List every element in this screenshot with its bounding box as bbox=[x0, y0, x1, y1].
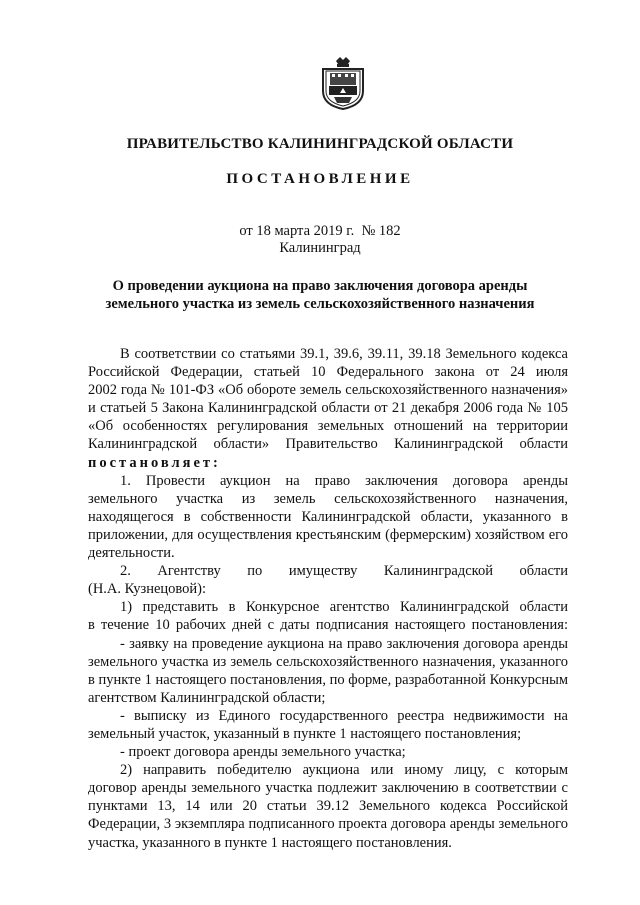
document-date: 18 марта 2019 г. bbox=[256, 223, 355, 239]
body-line: 1. Провести аукцион на право заключения договора аренды bbox=[120, 472, 568, 489]
document-type: ПОСТАНОВЛЕНИЕ bbox=[226, 171, 414, 187]
body-line: земельного участка из земель сельскохозяйственного назначения, указанного bbox=[88, 653, 568, 670]
body-line-operative: постановляет: bbox=[88, 454, 221, 471]
title-line: О проведении аукциона на право заключения договора аренды bbox=[112, 278, 528, 294]
city: Калининград bbox=[279, 240, 361, 256]
body-line: Калининградской области» Правительство Калининградской области bbox=[88, 436, 568, 453]
body-line: земельного участка из земель сельскохозяйственного назначения, bbox=[88, 490, 568, 507]
body-line: - выписку из Единого государственного реестра недвижимости на bbox=[120, 707, 568, 724]
body-line: Российской Федерации, статьей 10 Федерального закона от 24 июля bbox=[88, 364, 568, 381]
body-line: в пункте 1 настоящего постановления, по форме, разработанной Конкурсным bbox=[88, 671, 568, 688]
body-line: пунктами 13, 14 или 20 статьи 39.12 Земельного кодекса Российской bbox=[88, 798, 568, 815]
date-line bbox=[0, 223, 640, 240]
body-line: в течение 10 рабочих дней с даты подписания настоящего постановления: bbox=[88, 617, 568, 634]
document-title bbox=[80, 277, 560, 313]
body-line: и статьей 5 Закона Калининградской области от 21 декабря 2006 года № 105 bbox=[88, 400, 568, 417]
body-line: земельный участок, указанный в пункте 1 настоящего постановления; bbox=[88, 725, 522, 742]
document-number: 182 bbox=[378, 223, 401, 239]
body-line: «Об особенностях регулирования земельных отношений на территории bbox=[88, 418, 568, 435]
body-line: 1) представить в Конкурсное агентство Калининградской области bbox=[120, 599, 568, 616]
body-line: - заявку на проведение аукциона на право заключения договора аренды bbox=[120, 635, 568, 652]
body-line: - проект договора аренды земельного участка; bbox=[120, 744, 406, 761]
body-line: 2002 года № 101-ФЗ «Об обороте земель сельскохозяйственного назначения» bbox=[88, 382, 568, 399]
body-line: (Н.А. Кузнецовой): bbox=[88, 581, 207, 598]
body-line: приложении, для осуществления крестьянским (фермерским) хозяйством его bbox=[88, 526, 568, 543]
body-line: В соответствии со статьями 39.1, 39.6, 39.11, 39.18 Земельного кодекса bbox=[120, 346, 568, 362]
body-line: деятельности. bbox=[88, 545, 175, 562]
body-line: 2) направить победителю аукциона или иному лицу, с которым bbox=[120, 762, 568, 779]
body-line: участка, указанного в пункте 1 настоящего постановления. bbox=[88, 834, 452, 851]
title-line: земельного участка из земель сельскохозяйственного назначения bbox=[105, 296, 535, 312]
body-line: агентством Калининградской области; bbox=[88, 689, 326, 706]
number-sign: № bbox=[361, 223, 376, 239]
government-name: ПРАВИТЕЛЬСТВО КАЛИНИНГРАДСКОЙ ОБЛАСТИ bbox=[126, 136, 514, 152]
date-prefix: от bbox=[239, 223, 253, 239]
body-line: Федерации, 3 экземпляра подписанного проекта договора аренды земельного bbox=[88, 816, 568, 833]
document-body bbox=[88, 345, 568, 852]
body-line: 2. Агентству по имуществу Калининградской области bbox=[120, 563, 568, 580]
body-line: находящегося в собственности Калининградской области, указанного в bbox=[88, 508, 568, 525]
body-line: договор аренды земельного участка подлежит заключению в соответствии с bbox=[88, 780, 568, 797]
coat-of-arms-emblem bbox=[318, 55, 368, 111]
